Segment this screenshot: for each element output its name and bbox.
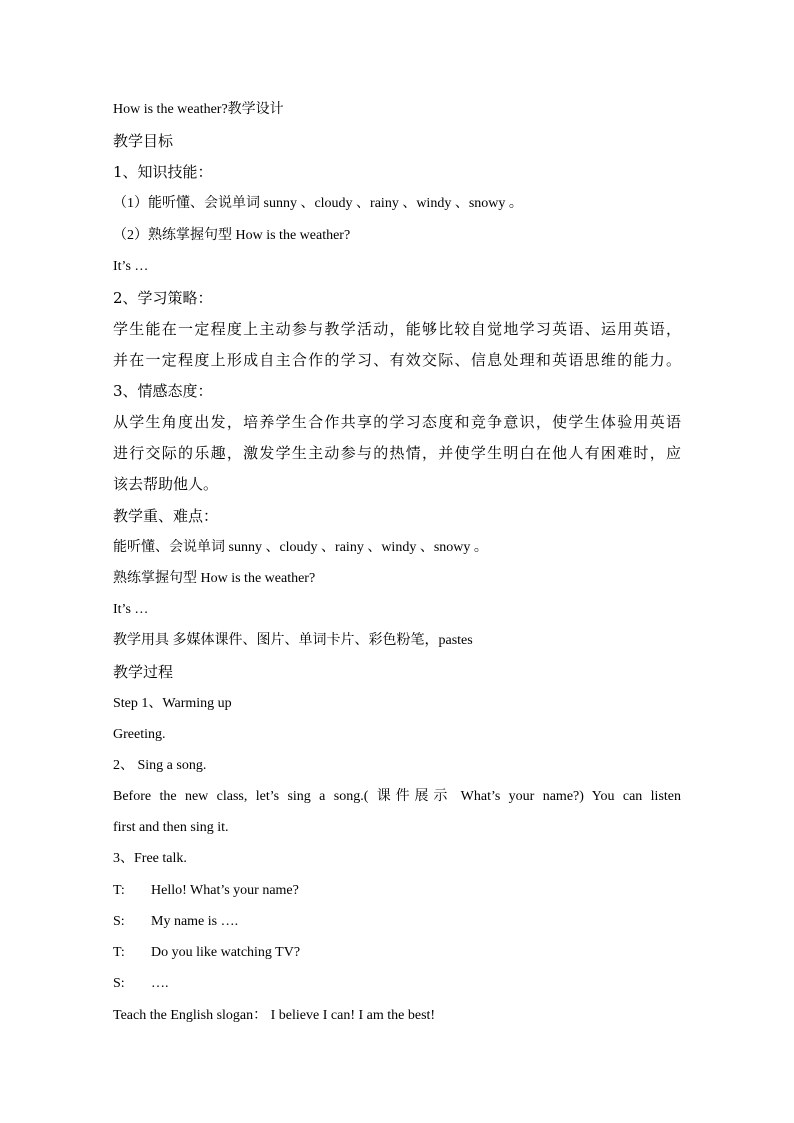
greeting-line: Greeting. (113, 727, 166, 742)
dialogue-text: My name is …. (151, 914, 239, 929)
paragraph-line: 学生能在一定程度上主动参与教学活动，能够比较自觉地学习英语、运用英语， (113, 320, 681, 338)
paragraph-line: first and then sing it. (113, 820, 229, 835)
subheading-learning-strategy: 2、学习策略： (113, 289, 213, 307)
sentence-pattern-answer: It’s … (113, 602, 149, 617)
key-point-2: 熟练掌握句型 How is the weather? (113, 571, 316, 586)
dialogue-line (113, 881, 299, 901)
subheading-attitude: 3、情感态度： (113, 382, 213, 400)
dialogue-text: …. (151, 976, 169, 991)
dialogue-line (113, 943, 300, 963)
dialogue-line (113, 912, 238, 932)
teaching-aids: 教学用具 多媒体课件、图片、单词卡片、彩色粉笔，pastes (113, 633, 473, 648)
step-2-heading: 2、 Sing a song. (113, 758, 207, 773)
paragraph-line: 从学生角度出发，培养学生合作共享的学习态度和竞争意识，使学生体验用英语 (113, 413, 681, 431)
key-point-1: 能听懂、会说单词 sunny 、cloudy 、rainy 、windy 、snowy 。 (113, 540, 488, 555)
sentence-pattern-answer: It’s … (113, 259, 149, 274)
doc-title: How is the weather?教学设计 (113, 102, 284, 117)
dialogue-speaker: T: (113, 945, 125, 960)
subheading-knowledge-skills: 1、知识技能： (113, 163, 213, 181)
dialogue-speaker: S: (113, 914, 125, 929)
dialogue-line (113, 974, 169, 994)
objective-item-1: （1）能听懂、会说单词 sunny 、cloudy 、rainy 、windy 、snowy 。 (113, 196, 523, 211)
paragraph-line: Before the new class, let’s sing a song.( 课件展示 What’s your name?) You can listen (113, 789, 681, 804)
section-heading-objectives: 教学目标 (113, 132, 174, 150)
paragraph-line: 并在一定程度上形成自主合作的学习、有效交际、信息处理和英语思维的能力。 (113, 351, 681, 369)
objective-item-2: （2）熟练掌握句型 How is the weather? (113, 228, 351, 243)
step-3-heading: 3、Free talk. (113, 851, 187, 866)
paragraph-line: 该去帮助他人。 (113, 475, 219, 493)
slogan-line: Teach the English slogan： I believe I can! I am the best! (113, 1008, 436, 1023)
section-heading-process: 教学过程 (113, 663, 174, 681)
dialogue-speaker: S: (113, 976, 125, 991)
dialogue-text: Do you like watching TV? (151, 945, 301, 960)
dialogue-speaker: T: (113, 883, 125, 898)
section-heading-key-points: 教学重、难点： (113, 507, 219, 525)
step-1-heading: Step 1、Warming up (113, 696, 232, 711)
dialogue-text: Hello! What’s your name? (151, 883, 299, 898)
paragraph-line: 进行交际的乐趣，激发学生主动参与的热情，并使学生明白在他人有困难时，应 (113, 444, 681, 462)
